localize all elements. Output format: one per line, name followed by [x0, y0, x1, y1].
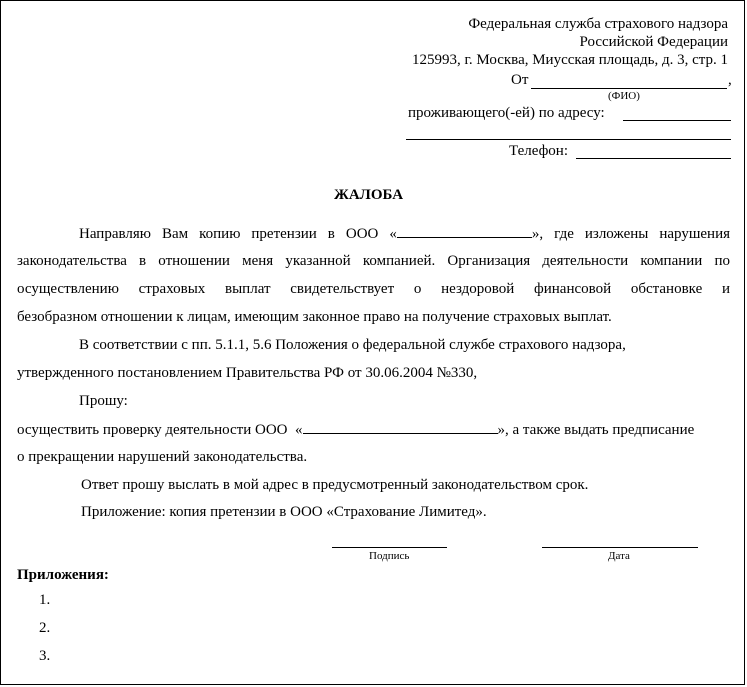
p1-quote-open: «: [389, 226, 397, 242]
address-blank-1[interactable]: [623, 120, 731, 121]
request-line-2: о прекращении нарушений законодательства.: [17, 449, 308, 465]
p1-text-a: Направляю Вам копию претензии в ООО: [79, 226, 379, 242]
addressee-address: 125993, г. Москва, Миусская площадь, д. 3, стр. 1: [411, 52, 728, 68]
residing-label: проживающего(-ей) по адресу:: [408, 105, 605, 121]
paragraph-1-line-1: Направляю Вам копию претензии в ООО « », где изложены нарушения: [79, 226, 731, 242]
p1-quote-close: »: [531, 226, 540, 242]
request-text-a: осуществить проверку деятельности ООО: [17, 422, 288, 438]
phone-blank[interactable]: [576, 158, 731, 159]
date-blank[interactable]: [542, 547, 698, 548]
paragraph-1-line-2: законодательства в отношении меня указанной компанией. Организация деятельности компании по: [17, 253, 730, 269]
p1-text-b: где изложены нарушения: [554, 226, 731, 242]
paragraph-1-line-4: безобразном отношении к лицам, имеющим законное право на получение страховых выплат.: [17, 309, 612, 325]
request-quote-close: »: [497, 422, 506, 438]
address-blank-2[interactable]: [406, 139, 731, 140]
from-fio-blank[interactable]: [531, 88, 727, 89]
paragraph-2-line-1: В соответствии с пп. 5.1.1, 5.6 Положения о федеральной службе страхового надзора,: [79, 337, 626, 353]
attachment-item-3: 3.: [39, 648, 51, 664]
from-label: От: [511, 72, 529, 88]
from-comma: ,: [728, 72, 732, 88]
addressee-line-2: Российской Федерации: [579, 34, 728, 50]
company-name-blank-1[interactable]: [397, 225, 532, 238]
company-name-blank-2[interactable]: [303, 421, 498, 434]
attachment-item-2: 2.: [39, 620, 51, 636]
signature-blank[interactable]: [332, 547, 447, 548]
phone-label: Телефон:: [509, 143, 568, 159]
request-line-1: [17, 421, 694, 439]
attachments-heading: Приложения:: [17, 567, 109, 583]
request-quote-open: «: [295, 422, 303, 438]
fio-caption: (ФИО): [608, 90, 640, 102]
date-caption: Дата: [608, 550, 630, 562]
attachment-item-1: 1.: [39, 592, 51, 608]
addressee-line-1: Федеральная служба страхового надзора: [468, 16, 728, 32]
paragraph-2-line-2: утвержденного постановлением Правительства РФ от 30.06.2004 №330,: [17, 365, 478, 381]
request-text-b: , а также выдать предписание: [505, 422, 695, 438]
signature-caption: Подпись: [369, 550, 410, 562]
reply-request: Ответ прошу выслать в мой адрес в предусмотренный законодательством срок.: [81, 477, 589, 493]
paragraph-1-line-3: осуществлению страховых выплат свидетельствует о нездоровой финансовой обстановке и: [17, 281, 730, 297]
attachment-note: Приложение: копия претензии в ООО «Страхование Лимитед».: [81, 504, 487, 520]
document-title: ЖАЛОБА: [334, 187, 404, 203]
request-label: Прошу:: [79, 393, 128, 409]
